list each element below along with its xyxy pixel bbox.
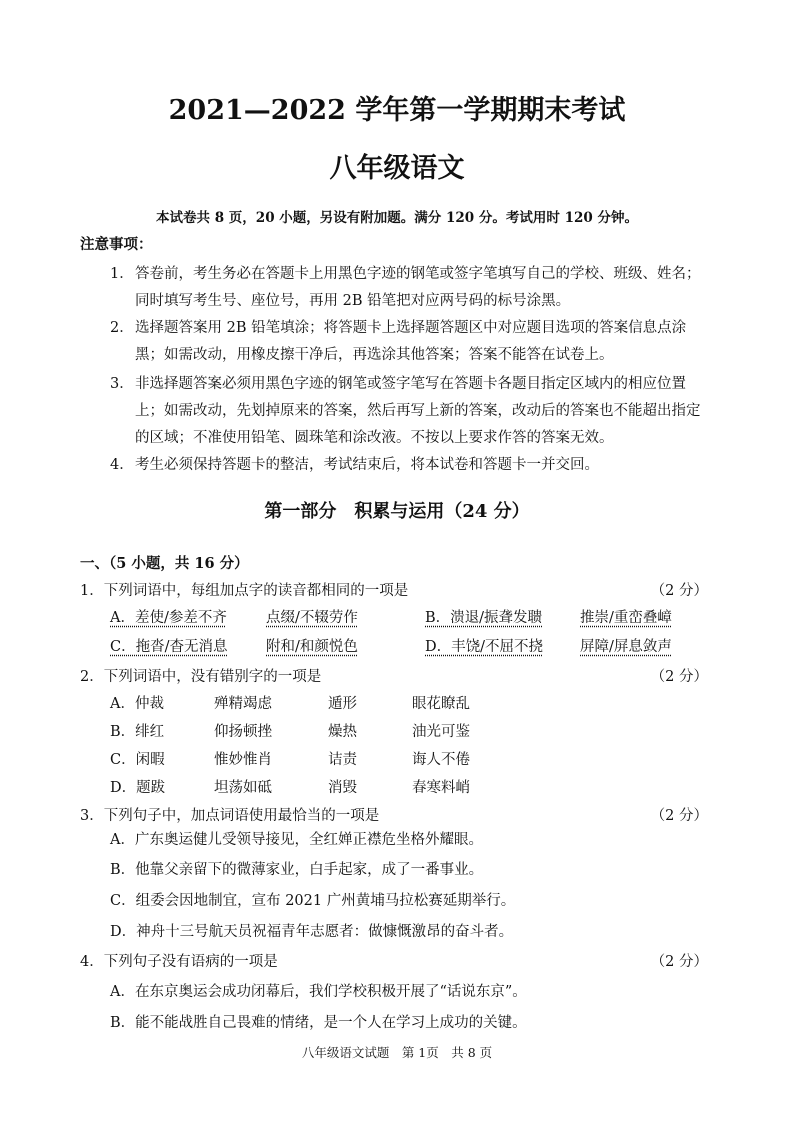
- notice-line: 非选择题答案必须用黑色字迹的钢笔或签字笔写在答题卡各题目指定区域内的相应位置: [135, 376, 686, 392]
- q2-cell: 眼花瞭乱: [412, 696, 470, 712]
- question-1-stem: 1．下列词语中，每组加点字的读音都相同的一项是: [80, 583, 409, 599]
- q3-option-c: C．组委会因地制宜，宣布 2021 广州黄埔马拉松赛延期举行。: [110, 893, 516, 909]
- notice-line: 考生必须保持答题卡的整洁，考试结束后，将本试卷和答题卡一并交回。: [135, 457, 599, 473]
- q1-option-d2: 屏障/屏息敛声: [580, 639, 672, 655]
- exam-info: 本试卷共 8 页，20 小题，另设有附加题。满分 120 分。考试用时 120 分钟。: [156, 210, 638, 226]
- notice-line: 上；如需改动，先划掉原来的答案，然后再写上新的答案，改动后的答案也不能超出指定: [135, 403, 701, 419]
- q2-cell: D．题跋: [110, 780, 166, 796]
- q2-cell: C．闲暇: [110, 752, 165, 768]
- question-2-score: （2 分）: [650, 669, 708, 685]
- part-heading: 一、（5 小题，共 16 分）: [80, 555, 249, 572]
- section-title: 第一部分 积累与运用（24 分）: [264, 501, 530, 522]
- notice-num: 4．: [110, 457, 134, 473]
- q2-cell: 诲人不倦: [412, 752, 470, 768]
- question-2-stem: 2．下列词语中，没有错别字的一项是: [80, 669, 322, 685]
- exam-title: 2021—2022 学年第一学期期末考试: [168, 95, 626, 126]
- q2-cell: B．绯红: [110, 724, 165, 740]
- q2-cell: 遁形: [328, 696, 357, 712]
- question-4-score: （2 分）: [650, 954, 708, 970]
- q1-option-c2: 附和/和颜悦色: [266, 639, 358, 655]
- q2-cell: 燥热: [328, 724, 357, 740]
- q3-option-a: A．广东奥运健儿受领导接见，全红婵正襟危坐格外耀眼。: [110, 832, 483, 848]
- q2-cell: 春寒料峭: [412, 780, 470, 796]
- q1-option-b1: B．溃退/振聋发聩: [425, 610, 543, 626]
- q4-option-a: A．在东京奥运会成功闭幕后，我们学校积极开展了“话说东京”。: [110, 984, 527, 1000]
- q1-option-c1: C．拖沓/杳无消息: [110, 639, 228, 655]
- q2-cell: 惟妙惟肖: [214, 752, 272, 768]
- notice-line: 的区域；不准使用铅笔、圆珠笔和涂改液。不按以上要求作答的答案无效。: [135, 430, 614, 446]
- q1-option-b2: 推崇/重峦叠嶂: [580, 610, 672, 626]
- question-1-score: （2 分）: [650, 583, 708, 599]
- notice-num: 3．: [110, 376, 134, 392]
- notice-line: 选择题答案用 2B 铅笔填涂；将答题卡上选择题答题区中对应题目选项的答案信息点涂: [135, 320, 687, 336]
- q2-cell: 殚精竭虑: [214, 696, 272, 712]
- q3-option-b: B．他靠父亲留下的微薄家业，白手起家，成了一番事业。: [110, 862, 484, 878]
- q2-cell: 坦荡如砥: [214, 780, 272, 796]
- page-footer: 八年级语文试题 第 1页 共 8 页: [301, 1045, 493, 1060]
- question-3-score: （2 分）: [650, 808, 708, 824]
- q2-cell: 仰扬顿挫: [214, 724, 272, 740]
- question-4-stem: 4．下列句子没有语病的一项是: [80, 954, 278, 970]
- notice-line: 同时填写考生号、座位号，再用 2B 铅笔把对应两号码的标号涂黑。: [135, 293, 571, 309]
- q1-option-a2: 点缀/不辍劳作: [266, 610, 358, 626]
- q4-option-b: B．能不能战胜自己畏难的情绪，是一个人在学习上成功的关键。: [110, 1015, 527, 1031]
- notice-num: 2．: [110, 320, 134, 336]
- q2-cell: 油光可鉴: [412, 724, 470, 740]
- notice-line: 答卷前，考生务必在答题卡上用黑色字迹的钢笔或签字笔填写自己的学校、班级、姓名；: [135, 266, 701, 282]
- q1-option-d1: D．丰饶/不屈不挠: [425, 639, 544, 655]
- q1-option-a1: A．差使/参差不齐: [110, 610, 227, 626]
- question-3-stem: 3．下列句子中，加点词语使用最恰当的一项是: [80, 808, 380, 824]
- q2-cell: A．仲裁: [110, 696, 164, 712]
- notice-line: 黑；如需改动，用橡皮擦干净后，再选涂其他答案；答案不能答在试卷上。: [135, 347, 614, 363]
- notice-heading: 注意事项：: [80, 236, 153, 253]
- q2-cell: 消毁: [328, 780, 357, 796]
- q2-cell: 诘责: [328, 752, 357, 768]
- q3-option-d: D．神舟十三号航天员祝福青年志愿者：做慷慨激昂的奋斗者。: [110, 924, 514, 940]
- notice-num: 1．: [110, 266, 134, 282]
- exam-subject: 八年级语文: [329, 153, 465, 184]
